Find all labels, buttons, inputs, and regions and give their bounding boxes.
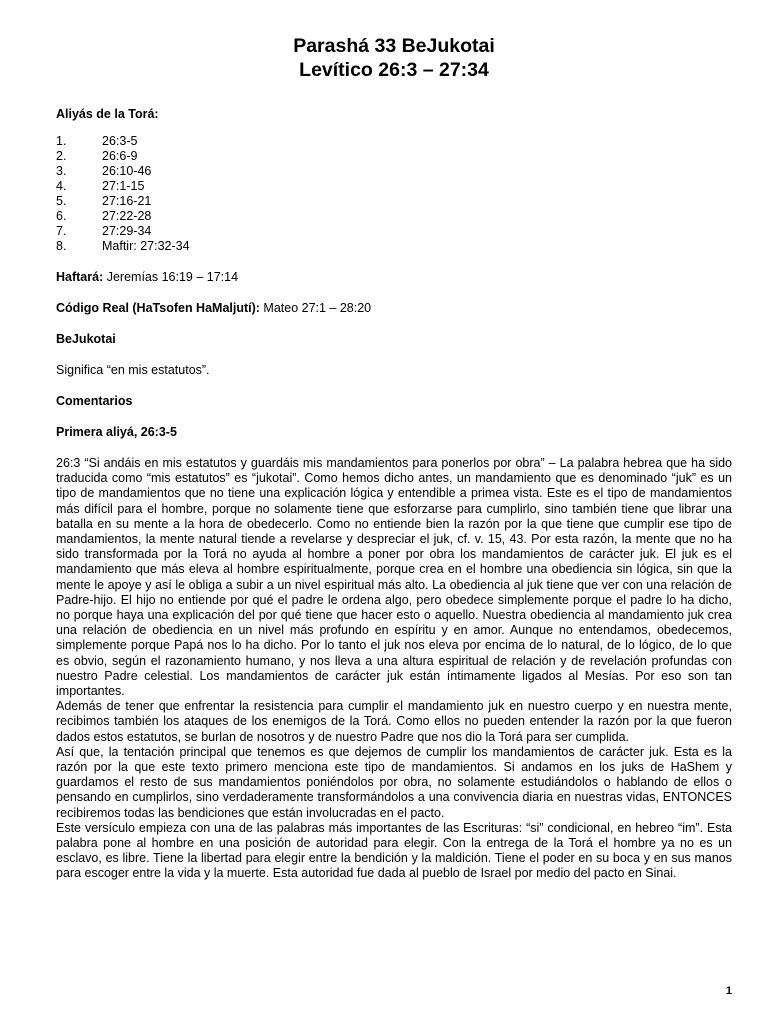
meaning-text: Significa “en mis estatutos”.: [56, 363, 210, 377]
title-line-1: Parashá 33 BeJukotai: [293, 35, 495, 57]
commentary-paragraph: 26:3 “Si andáis en mis estatutos y guardáis mis mandamientos para ponerlos por obra” – La palabra hebrea que ha sido traducida como “mis estatutos” es “jukotai”. Como hemos dicho antes, un mandamiento que es denominado “juk” es un tipo de mandamientos que no tiene una explicación lógica y entendible a primea vista. Este es el tipo de mandamientos más difícil para el hombre, porque no solamente tiene que esforzarse para cumplirlo, sino también tiene que librar una batalla en su mente a la hora de obedecerlo. Como no entiende bien la razón por la que tiene que cumplir ese tipo de mandamientos, la mente natural tiende a revelarse y despreciar el juk, cf. v. 15, 43. Por esta razón, la mente que no ha sido transformada por la Torá no ayuda al hombre a poner por obra los mandamientos de carácter juk. El juk es el mandamiento que más eleva al hombre espiritualmente, porque crea en el hombre una obediencia sin lógica, sin que la mente le apoye y así le obliga a subir a un nivel espiritual más alto. La obediencia al juk tiene que ver con una relación de Padre-hijo. El hijo no entiende por qué el padre le ordena algo, pero obedece simplemente porque el padre lo ha dicho, no porque haya una explicación del por qué tiene que hacer esto o aquello. Nuestra obediencia al mandamiento juk crea una relación de obediencia en un nivel más profundo en espíritu y en amor. Aunque no entendamos, obedecemos, simplemente porque Papá nos lo ha dicho. Por lo tanto el juk nos eleva por encima de lo natural, de lo lógico, de lo que es obvio, según el razonamiento humano, y nos lleva a una altura espiritual de relación y de revelación profundas con nuestro Padre celestial. Los mandamientos de carácter juk están íntimamente ligados al Mesías. Por eso son tan importantes.: [56, 456, 732, 699]
aliyah-item: [56, 194, 732, 209]
aliyot-heading: Aliyás de la Torá:: [56, 107, 159, 121]
aliyah-number: 4.: [56, 179, 67, 193]
comments-heading: Comentarios: [56, 394, 133, 408]
aliyah-ref: 27:22-28: [102, 209, 152, 223]
aliyah-number: 5.: [56, 194, 67, 208]
codigo-real-line: [56, 301, 732, 316]
haftara-label: Haftará:: [56, 270, 104, 284]
commentary-paragraph: Así que, la tentación principal que tenemos es que dejemos de cumplir los mandamientos de carácter juk. Esta es la razón por la que este texto primero menciona este tipo de mandamientos. Si andamos en los juks de HaShem y guardamos el resto de sus mandamientos poniéndolos por obra, no solamente estudiándolos o hablando de ellos o pensando en cumplirlos, sino verdaderamente transformándolos a una convivencia diaria en nuestras vidas, ENTONCES recibiremos todas las bendiciones que están involucradas en el pacto.: [56, 744, 732, 820]
aliyah-item: [56, 179, 732, 194]
document-page: [56, 34, 732, 882]
aliyah-item: [56, 149, 732, 164]
aliyah-ref: 26:10-46: [102, 164, 152, 178]
first-aliyah-heading: Primera aliyá, 26:3-5: [56, 425, 177, 439]
section-title: BeJukotai: [56, 332, 116, 346]
commentary-paragraph: Este versículo empieza con una de las palabras más importantes de las Escrituras: “si” condicional, en hebreo “im”. Esta palabra pone al hombre en una posición de autoridad para elegir. Con la entrega de la Torá el hombre ya no es un esclavo, es libre. Tiene la libertad para elegir entre la bendición y la maldición. Tiene el poder en su boca y en sus manos para escoger entre la vida y la muerte. Esta autoridad fue dada al pueblo de Israel por medio del pacto en Sinai.: [56, 820, 732, 881]
aliyah-item: [56, 164, 732, 179]
page-number: 1: [725, 985, 732, 997]
commentary-paragraph: Además de tener que enfrentar la resistencia para cumplir el mandamiento juk en nuestro cuerpo y en nuestra mente, recibimos también los ataques de los enemigos de la Torá. Como ellos no pueden entender la razón por la que fueron dados estos estatutos, se burlan de nosotros y de nuestro Padre que nos dio la Torá para ser cumplida.: [56, 699, 732, 744]
haftara-value: Jeremías 16:19 – 17:14: [103, 270, 239, 284]
aliyah-item: [56, 209, 732, 224]
aliyah-ref: Maftir: 27:32-34: [102, 239, 190, 253]
aliyah-item: [56, 239, 732, 254]
aliyah-number: 6.: [56, 209, 67, 223]
codigo-real-value: Mateo 27:1 – 28:20: [259, 301, 372, 315]
codigo-real-label: Código Real (HaTsofen HaMaljutí):: [56, 301, 260, 315]
aliyah-item: [56, 134, 732, 149]
document-title: [56, 34, 732, 82]
commentary-body: [56, 456, 732, 882]
title-line-2: Levítico 26:3 – 27:34: [299, 59, 489, 81]
aliyah-item: [56, 224, 732, 239]
aliyah-number: 1.: [56, 134, 67, 148]
aliyah-ref: 26:6-9: [102, 149, 138, 163]
aliyot-list: [56, 134, 732, 254]
aliyah-ref: 27:29-34: [102, 224, 152, 238]
aliyah-number: 3.: [56, 164, 67, 178]
aliyah-number: 8.: [56, 239, 67, 253]
aliyah-ref: 27:1-15: [102, 179, 145, 193]
aliyah-number: 7.: [56, 224, 67, 238]
aliyah-ref: 26:3-5: [102, 134, 138, 148]
aliyah-ref: 27:16-21: [102, 194, 152, 208]
haftara-line: [56, 270, 732, 285]
aliyah-number: 2.: [56, 149, 67, 163]
